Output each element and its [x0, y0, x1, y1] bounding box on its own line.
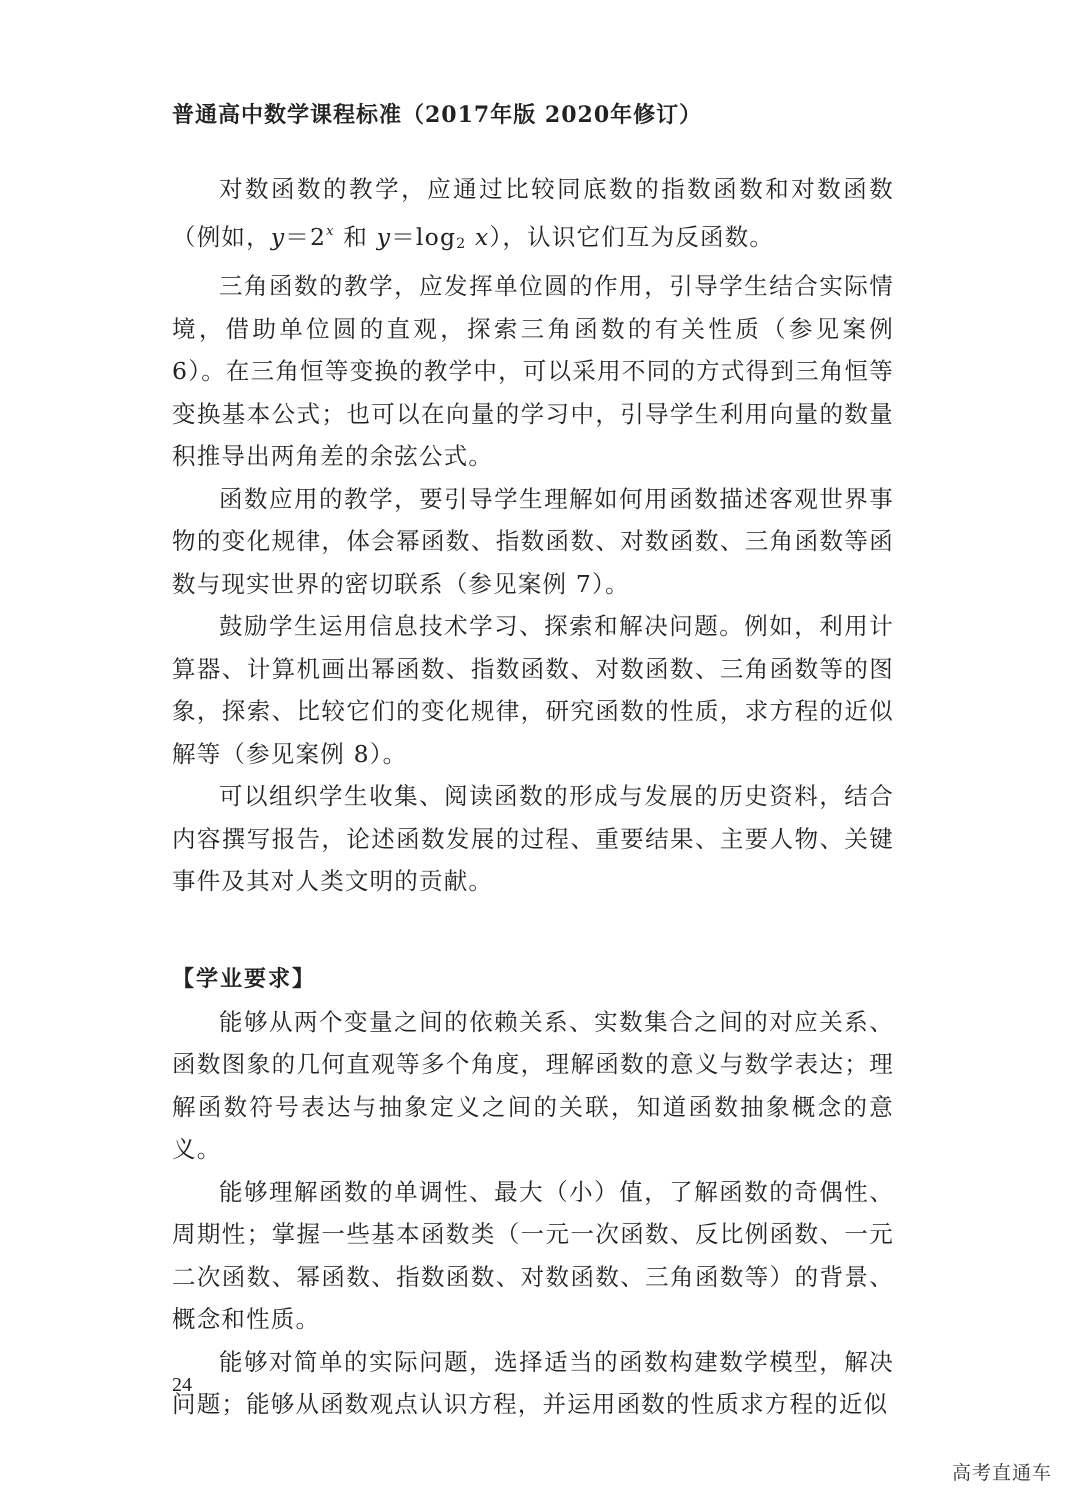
formula-exponent: x: [326, 223, 335, 239]
section-heading: 【学业要求】: [172, 966, 317, 992]
paragraph-information-technology: 鼓励学生运用信息技术学习、探索和解决问题。例如，利用计算器、计算机画出幂函数、指数函数、对数函数、三角函数等的图象，探索、比较它们的变化规律，研究函数的性质，求方程的近似解等（参见案例 8）。: [172, 612, 894, 768]
formula-log-base: 2: [456, 235, 467, 252]
paragraph-text: ），认识它们互为反函数。: [489, 222, 775, 251]
watermark: 高考直通车: [951, 1462, 1052, 1484]
paragraph-function-applications: 函数应用的教学，要引导学生理解如何用函数描述客观世界事物的变化规律，体会幂函数、指数函数、对数函数、三角函数等函数与现实世界的密切联系（参见案例 7）。: [172, 484, 894, 598]
formula-eq: ＝2: [285, 222, 327, 251]
paragraph-history: 可以组织学生收集、阅读函数的形成与发展的历史资料，结合内容撰写报告，论述函数发展的过程、重要结果、主要人物、关键事件及其对人类文明的贡献。: [172, 782, 894, 895]
paragraph-log-functions: [172, 168, 894, 265]
page-header-title: 普通高中数学课程标准（2017年版 2020年修订）: [172, 102, 703, 128]
formula-and: 和: [334, 222, 377, 251]
paragraph-requirement-2: 能够理解函数的单调性、最大（小）值，了解函数的奇偶性、周期性；掌握一些基本函数类（一元一次函数、反比例函数、一元二次函数、幂函数、指数函数、对数函数、三角函数等）的背景、概念和性质。: [172, 1177, 894, 1333]
paragraph-text: 对数函数的教学，应通过比较同底数的指数函数和对数函数（例如，: [172, 175, 894, 251]
formula-var-x: x: [466, 222, 490, 251]
formula-var-y: y: [376, 222, 392, 251]
formula-log: ＝log: [391, 222, 457, 251]
paragraph-requirement-3: 能够对简单的实际问题，选择适当的函数构建数学模型，解决问题；能够从函数观点认识方程，并运用函数的性质求方程的近似: [172, 1347, 894, 1418]
paragraph-requirement-1: 能够从两个变量之间的依赖关系、实数集合之间的对应关系、函数图象的几何直观等多个角度，理解函数的意义与数学表达；理解函数符号表达与抽象定义之间的关联，知道函数抽象概念的意义。: [172, 1007, 894, 1163]
formula-var-y: y: [270, 222, 286, 251]
main-content: [172, 168, 894, 1426]
page-number: 24: [172, 1374, 192, 1396]
paragraph-trig-functions: 三角函数的教学，应发挥单位圆的作用，引导学生结合实际情境，借助单位圆的直观，探索三角函数的有关性质（参见案例 6）。在三角恒等变换的教学中，可以采用不同的方式得到三角恒等变换基本公式；也可以在向量的学习中，引导学生利用向量的数量积推导出两角差的余弦公式。: [172, 272, 894, 470]
